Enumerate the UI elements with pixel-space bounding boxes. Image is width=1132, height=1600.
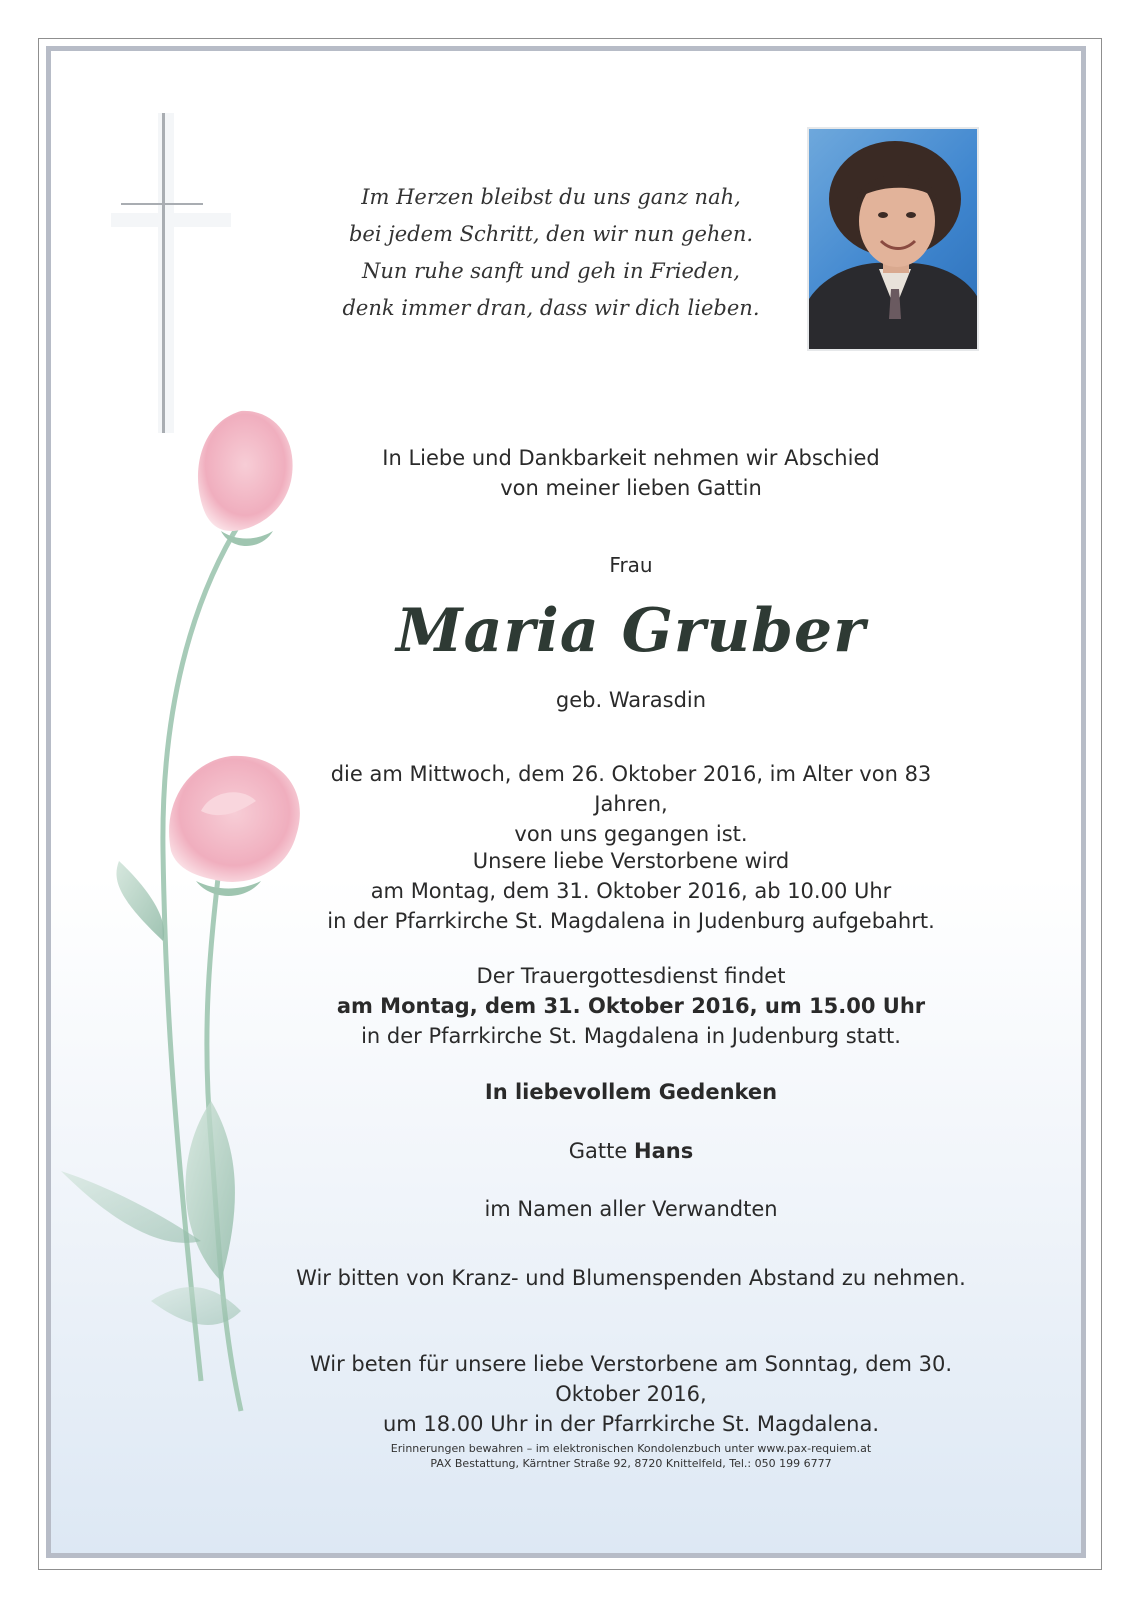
memorial-poem	[301, 179, 801, 327]
death-notice	[291, 759, 971, 849]
salutation: Frau	[609, 553, 653, 577]
portrait-photo	[807, 127, 979, 351]
mourner-name: Hans	[634, 1139, 694, 1163]
service-line: in der Pfarrkirche St. Magdalena in Judenburg statt.	[361, 1024, 901, 1048]
birth-name: geb. Warasdin	[555, 688, 707, 712]
mourner-prefix: Gatte	[568, 1139, 634, 1163]
roses-decoration	[51, 381, 331, 1421]
relatives-line: im Namen aller Verwandten	[484, 1197, 778, 1221]
footer	[291, 1441, 971, 1471]
poem-line: Nun ruhe sanft und geh in Frieden,	[362, 259, 740, 283]
poem-line: denk immer dran, dass wir dich lieben.	[342, 296, 760, 320]
poem-line: bei jedem Schritt, den wir nun gehen.	[348, 222, 754, 246]
prayer-line: um 18.00 Uhr in der Pfarrkirche St. Magdalena.	[382, 1412, 880, 1436]
viewing-notice	[291, 846, 971, 936]
death-notice-line: von uns gegangen ist.	[514, 822, 748, 846]
prayer-line: Wir beten für unsere liebe Verstorbene am Sonntag, dem 30. Oktober 2016,	[309, 1352, 953, 1406]
intro-text	[291, 443, 971, 503]
portrait-illustration	[809, 129, 979, 351]
remembrance-heading: In liebevollem Gedenken	[484, 1080, 778, 1104]
intro-line: In Liebe und Dankbarkeit nehmen wir Abschied	[382, 446, 880, 470]
service-date-line: am Montag, dem 31. Oktober 2016, um 15.00 Uhr	[336, 994, 926, 1018]
footer-line: Erinnerungen bewahren – im elektronischen Kondolenzbuch unter www.pax-requiem.at	[390, 1442, 872, 1455]
prayer-notice	[271, 1349, 991, 1439]
deceased-name: Maria Gruber	[396, 596, 866, 666]
viewing-line: in der Pfarrkirche St. Magdalena in Judenburg aufgebahrt.	[327, 909, 935, 933]
death-notice-line: die am Mittwoch, dem 26. Oktober 2016, im Alter von 83 Jahren,	[330, 762, 932, 816]
poem-line: Im Herzen bleibst du uns ganz nah,	[361, 185, 741, 209]
service-line: Der Trauergottesdienst findet	[476, 964, 786, 988]
parte-frame	[46, 46, 1086, 1558]
mourner	[291, 1136, 971, 1166]
flowers-request: Wir bitten von Kranz- und Blumenspenden Abstand zu nehmen.	[296, 1266, 966, 1290]
intro-line: von meiner lieben Gattin	[500, 476, 762, 500]
viewing-line: am Montag, dem 31. Oktober 2016, ab 10.00 Uhr	[370, 879, 892, 903]
footer-line: PAX Bestattung, Kärntner Straße 92, 8720 Knittelfeld, Tel.: 050 199 6777	[430, 1457, 832, 1470]
service-notice	[291, 961, 971, 1051]
viewing-line: Unsere liebe Verstorbene wird	[472, 849, 790, 873]
